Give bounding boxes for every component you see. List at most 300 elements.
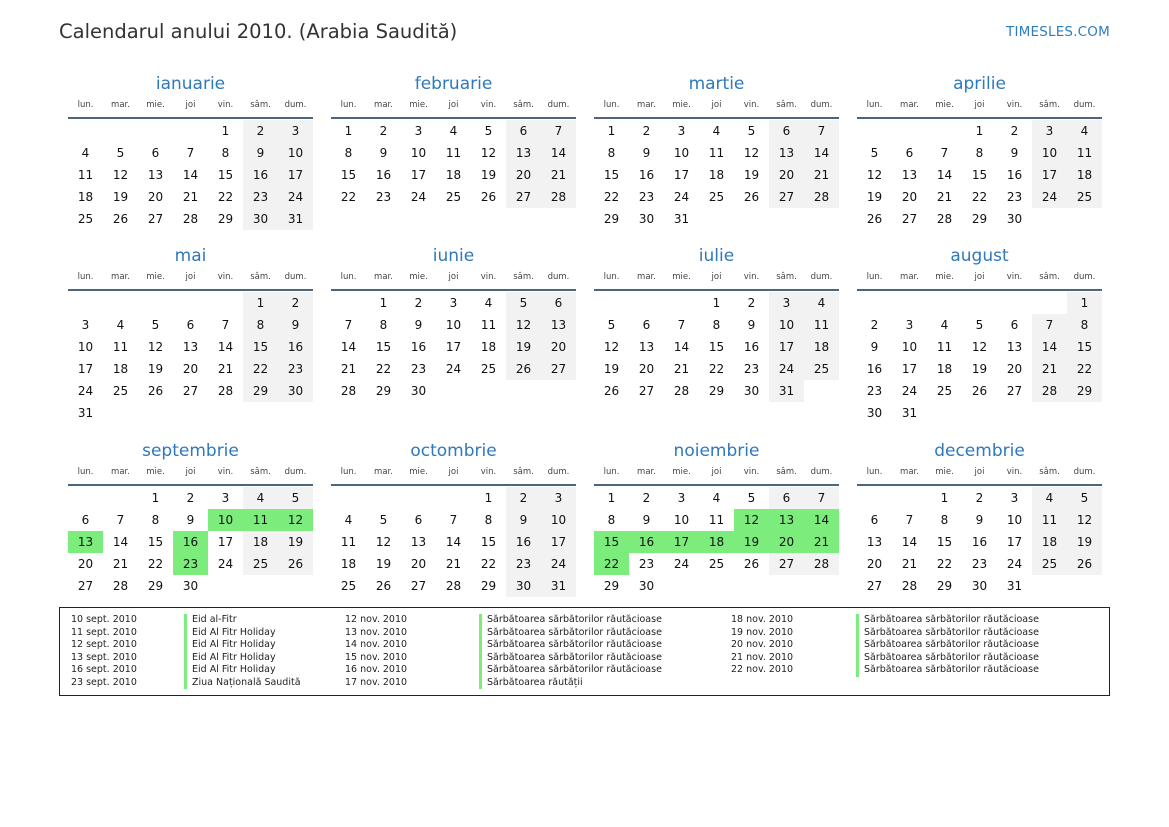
day-cell: 7 — [344, 318, 353, 332]
day-cell: 4 — [243, 487, 278, 509]
day-cell: 30 — [243, 208, 278, 230]
day-cell: 11 — [340, 535, 357, 549]
day-cell: 31 — [541, 575, 576, 597]
day-cell: 20 — [541, 336, 576, 358]
empty-cell — [278, 575, 313, 597]
empty-cell — [962, 402, 997, 424]
day-cell: 28 — [182, 212, 199, 226]
day-cell: 11 — [1067, 142, 1102, 164]
day-cell: 12 — [112, 168, 129, 182]
day-grid — [594, 119, 839, 230]
day-cell: 19 — [971, 362, 988, 376]
day-cell: 17 — [664, 531, 699, 553]
day-cell: 3 — [905, 318, 914, 332]
day-cell: 4 — [712, 491, 721, 505]
month-august — [857, 245, 1102, 424]
empty-cell — [541, 380, 576, 402]
empty-cell — [138, 292, 173, 314]
legend-date: 22 nov. 2010 — [731, 664, 794, 675]
empty-cell — [857, 292, 892, 314]
day-cell: 23 — [375, 190, 392, 204]
day-cell: 25 — [1032, 553, 1067, 575]
legend-date: 15 nov. 2010 — [345, 651, 408, 663]
day-cell: 21 — [112, 557, 129, 571]
day-cell: 28 — [217, 384, 234, 398]
day-cell: 22 — [1067, 358, 1102, 380]
day-cell: 14 — [445, 535, 462, 549]
day-cell: 7 — [905, 513, 914, 527]
day-cell: 8 — [1067, 314, 1102, 336]
day-cell: 9 — [1010, 146, 1019, 160]
day-cell: 18 — [445, 168, 462, 182]
empty-cell — [892, 120, 927, 142]
weekday-label: joi — [448, 100, 459, 110]
day-cell: 14 — [217, 340, 234, 354]
empty-cell — [664, 575, 699, 597]
month-septembrie — [68, 440, 313, 597]
day-cell: 15 — [243, 336, 278, 358]
day-cell: 29 — [375, 384, 392, 398]
day-cell: 20 — [866, 557, 883, 571]
weekday-label: sâm. — [250, 467, 271, 477]
day-cell: 2 — [747, 296, 756, 310]
day-cell: 17 — [77, 362, 94, 376]
empty-cell — [1067, 402, 1102, 424]
weekday-label: lun. — [866, 100, 883, 110]
day-cell: 16 — [629, 531, 664, 553]
day-cell: 11 — [77, 168, 94, 182]
day-cell: 5 — [379, 513, 388, 527]
day-cell: 5 — [278, 487, 313, 509]
weekday-label: vin. — [217, 272, 234, 282]
day-cell: 29 — [217, 212, 234, 226]
day-cell: 7 — [1032, 314, 1067, 336]
day-cell: 25 — [708, 557, 725, 571]
day-cell: 23 — [410, 362, 427, 376]
weekday-label: joi — [974, 100, 985, 110]
day-cell: 22 — [375, 362, 392, 376]
month-decembrie — [857, 440, 1102, 597]
day-cell: 2 — [642, 124, 651, 138]
day-cell: 24 — [1006, 557, 1023, 571]
day-cell: 20 — [769, 164, 804, 186]
legend-holiday-name: Sărbătoarea sărbătorilor răutăcioase — [479, 627, 662, 640]
legend-holiday-name: Sărbătoarea sărbătorilor răutăcioase — [479, 652, 662, 665]
day-cell: 16 — [866, 362, 883, 376]
day-cell: 12 — [506, 314, 541, 336]
legend-holiday-name: Sărbătoarea sărbătorilor răutăcioase — [856, 639, 1039, 652]
day-cell: 17 — [1032, 164, 1067, 186]
day-cell: 3 — [541, 487, 576, 509]
day-cell: 22 — [243, 358, 278, 380]
legend-date: 12 sept. 2010 — [71, 639, 137, 650]
day-cell: 10 — [278, 142, 313, 164]
day-cell: 24 — [445, 362, 462, 376]
day-cell: 14 — [673, 340, 690, 354]
day-cell: 22 — [217, 190, 234, 204]
day-cell: 15 — [708, 340, 725, 354]
weekday-label: mie. — [672, 272, 691, 282]
day-cell: 27 — [769, 186, 804, 208]
weekday-label: lun. — [340, 467, 357, 477]
weekday-label: mar. — [900, 100, 919, 110]
weekday-label: dum. — [284, 100, 307, 110]
legend-dates — [71, 614, 137, 689]
legend-date: 16 nov. 2010 — [345, 664, 408, 675]
legend-holiday-name: Eid Al Fitr Holiday — [184, 639, 301, 652]
legend-holiday-name: Sărbătoarea sărbătorilor răutăcioase — [856, 627, 1039, 640]
day-cell: 26 — [506, 358, 541, 380]
weekday-label: mie. — [935, 272, 954, 282]
day-cell: 28 — [673, 384, 690, 398]
day-cell: 1 — [975, 124, 984, 138]
day-cell: 1 — [379, 296, 388, 310]
day-cell: 13 — [1006, 340, 1023, 354]
day-cell: 7 — [940, 146, 949, 160]
legend-holiday-name: Sărbătoarea sărbătorilor răutăcioase — [479, 664, 662, 677]
legend-date: 10 sept. 2010 — [71, 614, 137, 625]
empty-cell — [997, 292, 1032, 314]
day-cell: 27 — [638, 384, 655, 398]
weekday-label: mie. — [409, 272, 428, 282]
empty-cell — [734, 208, 769, 230]
day-cell: 30 — [638, 579, 655, 593]
day-cell: 12 — [603, 340, 620, 354]
weekday-label: joi — [185, 467, 196, 477]
day-cell: 22 — [480, 557, 497, 571]
weekday-label: lun. — [603, 467, 620, 477]
day-cell: 11 — [936, 340, 953, 354]
legend-date: 16 sept. 2010 — [71, 664, 137, 675]
legend-holiday-name: Sărbătoarea sărbătorilor răutăcioase — [856, 664, 1039, 677]
day-cell: 4 — [449, 124, 458, 138]
empty-cell — [804, 380, 839, 402]
day-cell: 3 — [769, 292, 804, 314]
month-februarie — [331, 73, 576, 208]
weekday-label: dum. — [284, 467, 307, 477]
weekday-label: sâm. — [513, 100, 534, 110]
weekday-label: lun. — [340, 100, 357, 110]
day-cell: 16 — [743, 340, 760, 354]
day-cell: 27 — [541, 358, 576, 380]
empty-cell — [103, 487, 138, 509]
day-cell: 28 — [112, 579, 129, 593]
day-cell: 15 — [594, 531, 629, 553]
day-cell: 29 — [147, 579, 164, 593]
day-cell: 25 — [936, 384, 953, 398]
weekday-label: mar. — [374, 100, 393, 110]
day-cell: 3 — [414, 124, 423, 138]
empty-cell — [68, 292, 103, 314]
legend-holiday-name: Eid al-Fitr — [184, 614, 301, 627]
day-cell: 27 — [769, 553, 804, 575]
legend-holiday-name: Sărbătoarea sărbătorilor răutăcioase — [856, 652, 1039, 665]
day-cell: 2 — [243, 120, 278, 142]
day-cell: 25 — [804, 358, 839, 380]
empty-cell — [208, 402, 243, 424]
legend-date: 19 nov. 2010 — [731, 626, 794, 638]
day-cell: 5 — [747, 124, 756, 138]
day-cell: 17 — [769, 336, 804, 358]
day-cell: 26 — [112, 212, 129, 226]
weekday-header — [331, 269, 576, 291]
legend-date: 21 nov. 2010 — [731, 651, 794, 663]
day-cell: 11 — [804, 314, 839, 336]
empty-cell — [629, 292, 664, 314]
day-cell: 9 — [747, 318, 756, 332]
weekday-header — [68, 464, 313, 486]
day-cell: 17 — [410, 168, 427, 182]
empty-cell — [331, 292, 366, 314]
month-name: decembrie — [934, 441, 1025, 461]
weekday-label: vin. — [217, 100, 234, 110]
day-cell: 8 — [940, 513, 949, 527]
day-cell: 11 — [708, 513, 725, 527]
empty-cell — [804, 208, 839, 230]
empty-cell — [699, 575, 734, 597]
day-cell: 31 — [769, 380, 804, 402]
day-cell: 4 — [484, 296, 493, 310]
weekday-label: dum. — [547, 100, 570, 110]
day-cell: 19 — [112, 190, 129, 204]
weekday-label: dum. — [1073, 272, 1096, 282]
day-cell: 8 — [975, 146, 984, 160]
day-cell: 27 — [410, 579, 427, 593]
day-cell: 14 — [541, 142, 576, 164]
weekday-label: lun. — [340, 272, 357, 282]
day-cell: 6 — [541, 292, 576, 314]
day-cell: 22 — [340, 190, 357, 204]
weekday-label: mar. — [900, 272, 919, 282]
day-cell: 26 — [278, 553, 313, 575]
day-cell: 26 — [603, 384, 620, 398]
day-cell: 28 — [340, 384, 357, 398]
day-cell: 23 — [506, 553, 541, 575]
month-name: martie — [688, 74, 745, 94]
day-cell: 24 — [278, 186, 313, 208]
day-cell: 30 — [743, 384, 760, 398]
weekday-label: joi — [711, 467, 722, 477]
day-cell: 2 — [1010, 124, 1019, 138]
weekday-label: mie. — [409, 100, 428, 110]
day-cell: 13 — [541, 314, 576, 336]
weekday-header — [68, 97, 313, 119]
day-cell: 29 — [603, 212, 620, 226]
legend-date: 17 nov. 2010 — [345, 676, 408, 688]
day-cell: 18 — [480, 340, 497, 354]
weekday-label: vin. — [480, 272, 497, 282]
day-cell: 15 — [480, 535, 497, 549]
day-cell: 2 — [870, 318, 879, 332]
day-cell: 18 — [340, 557, 357, 571]
weekday-label: sâm. — [776, 100, 797, 110]
month-name: august — [950, 246, 1009, 266]
month-name: noiembrie — [673, 441, 760, 461]
day-cell: 22 — [708, 362, 725, 376]
weekday-label: mie. — [672, 467, 691, 477]
legend-names — [184, 614, 301, 689]
month-noiembrie — [594, 440, 839, 597]
day-cell: 1 — [1067, 292, 1102, 314]
day-cell: 20 — [638, 362, 655, 376]
day-cell: 18 — [77, 190, 94, 204]
weekday-label: mar. — [111, 467, 130, 477]
day-cell: 17 — [445, 340, 462, 354]
day-cell: 27 — [1006, 384, 1023, 398]
legend-date: 14 nov. 2010 — [345, 639, 408, 650]
day-cell: 24 — [541, 553, 576, 575]
day-cell: 7 — [116, 513, 125, 527]
day-cell: 12 — [1067, 509, 1102, 531]
day-cell: 8 — [151, 513, 160, 527]
legend-date: 20 nov. 2010 — [731, 639, 794, 650]
legend-date: 18 nov. 2010 — [731, 614, 794, 625]
empty-cell — [68, 120, 103, 142]
weekday-label: sâm. — [250, 100, 271, 110]
day-cell: 2 — [278, 292, 313, 314]
weekday-label: vin. — [480, 467, 497, 477]
day-cell: 18 — [243, 531, 278, 553]
day-cell: 5 — [116, 146, 125, 160]
day-cell: 1 — [940, 491, 949, 505]
day-cell: 19 — [375, 557, 392, 571]
day-cell: 10 — [1032, 142, 1067, 164]
legend-holiday-name: Sărbătoarea răutății — [479, 677, 662, 690]
month-name: iunie — [432, 246, 475, 266]
day-cell: 21 — [217, 362, 234, 376]
weekday-label: mie. — [409, 467, 428, 477]
day-grid — [68, 291, 313, 424]
day-cell: 20 — [410, 557, 427, 571]
day-cell: 6 — [905, 146, 914, 160]
day-cell: 14 — [936, 168, 953, 182]
day-cell: 14 — [804, 142, 839, 164]
day-cell: 1 — [151, 491, 160, 505]
day-cell: 31 — [901, 406, 918, 420]
weekday-label: vin. — [1006, 100, 1023, 110]
empty-cell — [734, 575, 769, 597]
day-cell: 19 — [1067, 531, 1102, 553]
legend-holiday-name: Sărbătoarea sărbătorilor răutăcioase — [856, 614, 1039, 627]
day-cell: 28 — [541, 186, 576, 208]
day-cell: 8 — [484, 513, 493, 527]
weekday-header — [331, 97, 576, 119]
day-cell: 13 — [410, 535, 427, 549]
day-grid — [857, 119, 1102, 230]
day-cell: 19 — [480, 168, 497, 182]
day-cell: 16 — [1006, 168, 1023, 182]
day-cell: 13 — [506, 142, 541, 164]
day-cell: 12 — [866, 168, 883, 182]
day-cell: 13 — [638, 340, 655, 354]
empty-cell — [1032, 208, 1067, 230]
weekday-label: vin. — [1006, 272, 1023, 282]
day-cell: 21 — [541, 164, 576, 186]
day-grid — [857, 291, 1102, 424]
day-cell: 29 — [1067, 380, 1102, 402]
day-cell: 10 — [208, 509, 243, 531]
day-cell: 5 — [1067, 487, 1102, 509]
month-aprilie — [857, 73, 1102, 230]
day-cell: 16 — [971, 535, 988, 549]
day-cell: 21 — [804, 164, 839, 186]
weekday-label: joi — [448, 272, 459, 282]
weekday-label: dum. — [810, 272, 833, 282]
day-cell: 17 — [673, 168, 690, 182]
day-cell: 31 — [1006, 579, 1023, 593]
empty-cell — [208, 292, 243, 314]
day-cell: 18 — [699, 531, 734, 553]
brand-link[interactable]: TIMESLES.COM — [1006, 24, 1110, 40]
holiday-legend — [59, 607, 1110, 696]
day-cell: 31 — [673, 212, 690, 226]
legend-holiday-name: Sărbătoarea sărbătorilor răutăcioase — [479, 614, 662, 627]
day-grid — [331, 119, 576, 208]
day-cell: 19 — [147, 362, 164, 376]
day-cell: 5 — [484, 124, 493, 138]
empty-cell — [962, 292, 997, 314]
day-cell: 20 — [182, 362, 199, 376]
day-cell: 14 — [112, 535, 129, 549]
empty-cell — [68, 487, 103, 509]
empty-cell — [138, 120, 173, 142]
day-cell: 10 — [673, 513, 690, 527]
day-grid — [68, 486, 313, 597]
empty-cell — [927, 402, 962, 424]
day-cell: 18 — [1067, 164, 1102, 186]
day-cell: 3 — [677, 491, 686, 505]
month-name: iulie — [698, 246, 735, 266]
month-name: mai — [174, 246, 207, 266]
legend-holiday-name: Eid Al Fitr Holiday — [184, 652, 301, 665]
day-cell: 8 — [221, 146, 230, 160]
day-cell: 23 — [866, 384, 883, 398]
day-cell: 10 — [1006, 513, 1023, 527]
empty-cell — [699, 208, 734, 230]
day-cell: 4 — [940, 318, 949, 332]
day-cell: 30 — [1006, 212, 1023, 226]
day-cell: 14 — [340, 340, 357, 354]
day-cell: 25 — [445, 190, 462, 204]
legend-date: 11 sept. 2010 — [71, 626, 137, 638]
legend-date: 23 sept. 2010 — [71, 676, 137, 688]
day-cell: 4 — [81, 146, 90, 160]
empty-cell — [103, 292, 138, 314]
day-cell: 6 — [414, 513, 423, 527]
empty-cell — [927, 120, 962, 142]
day-cell: 9 — [975, 513, 984, 527]
day-cell: 17 — [541, 531, 576, 553]
month-iulie — [594, 245, 839, 402]
day-cell: 25 — [340, 579, 357, 593]
day-cell: 15 — [1067, 336, 1102, 358]
day-cell: 29 — [603, 579, 620, 593]
day-grid — [331, 291, 576, 402]
weekday-label: mie. — [935, 100, 954, 110]
day-cell: 10 — [77, 340, 94, 354]
day-cell: 15 — [936, 535, 953, 549]
weekday-label: mar. — [637, 272, 656, 282]
weekday-header — [857, 464, 1102, 486]
day-cell: 2 — [506, 487, 541, 509]
weekday-label: dum. — [1073, 100, 1096, 110]
weekday-label: lun. — [866, 467, 883, 477]
day-cell: 18 — [708, 168, 725, 182]
day-cell: 21 — [673, 362, 690, 376]
day-cell: 15 — [340, 168, 357, 182]
day-cell: 23 — [971, 557, 988, 571]
day-cell: 25 — [243, 553, 278, 575]
